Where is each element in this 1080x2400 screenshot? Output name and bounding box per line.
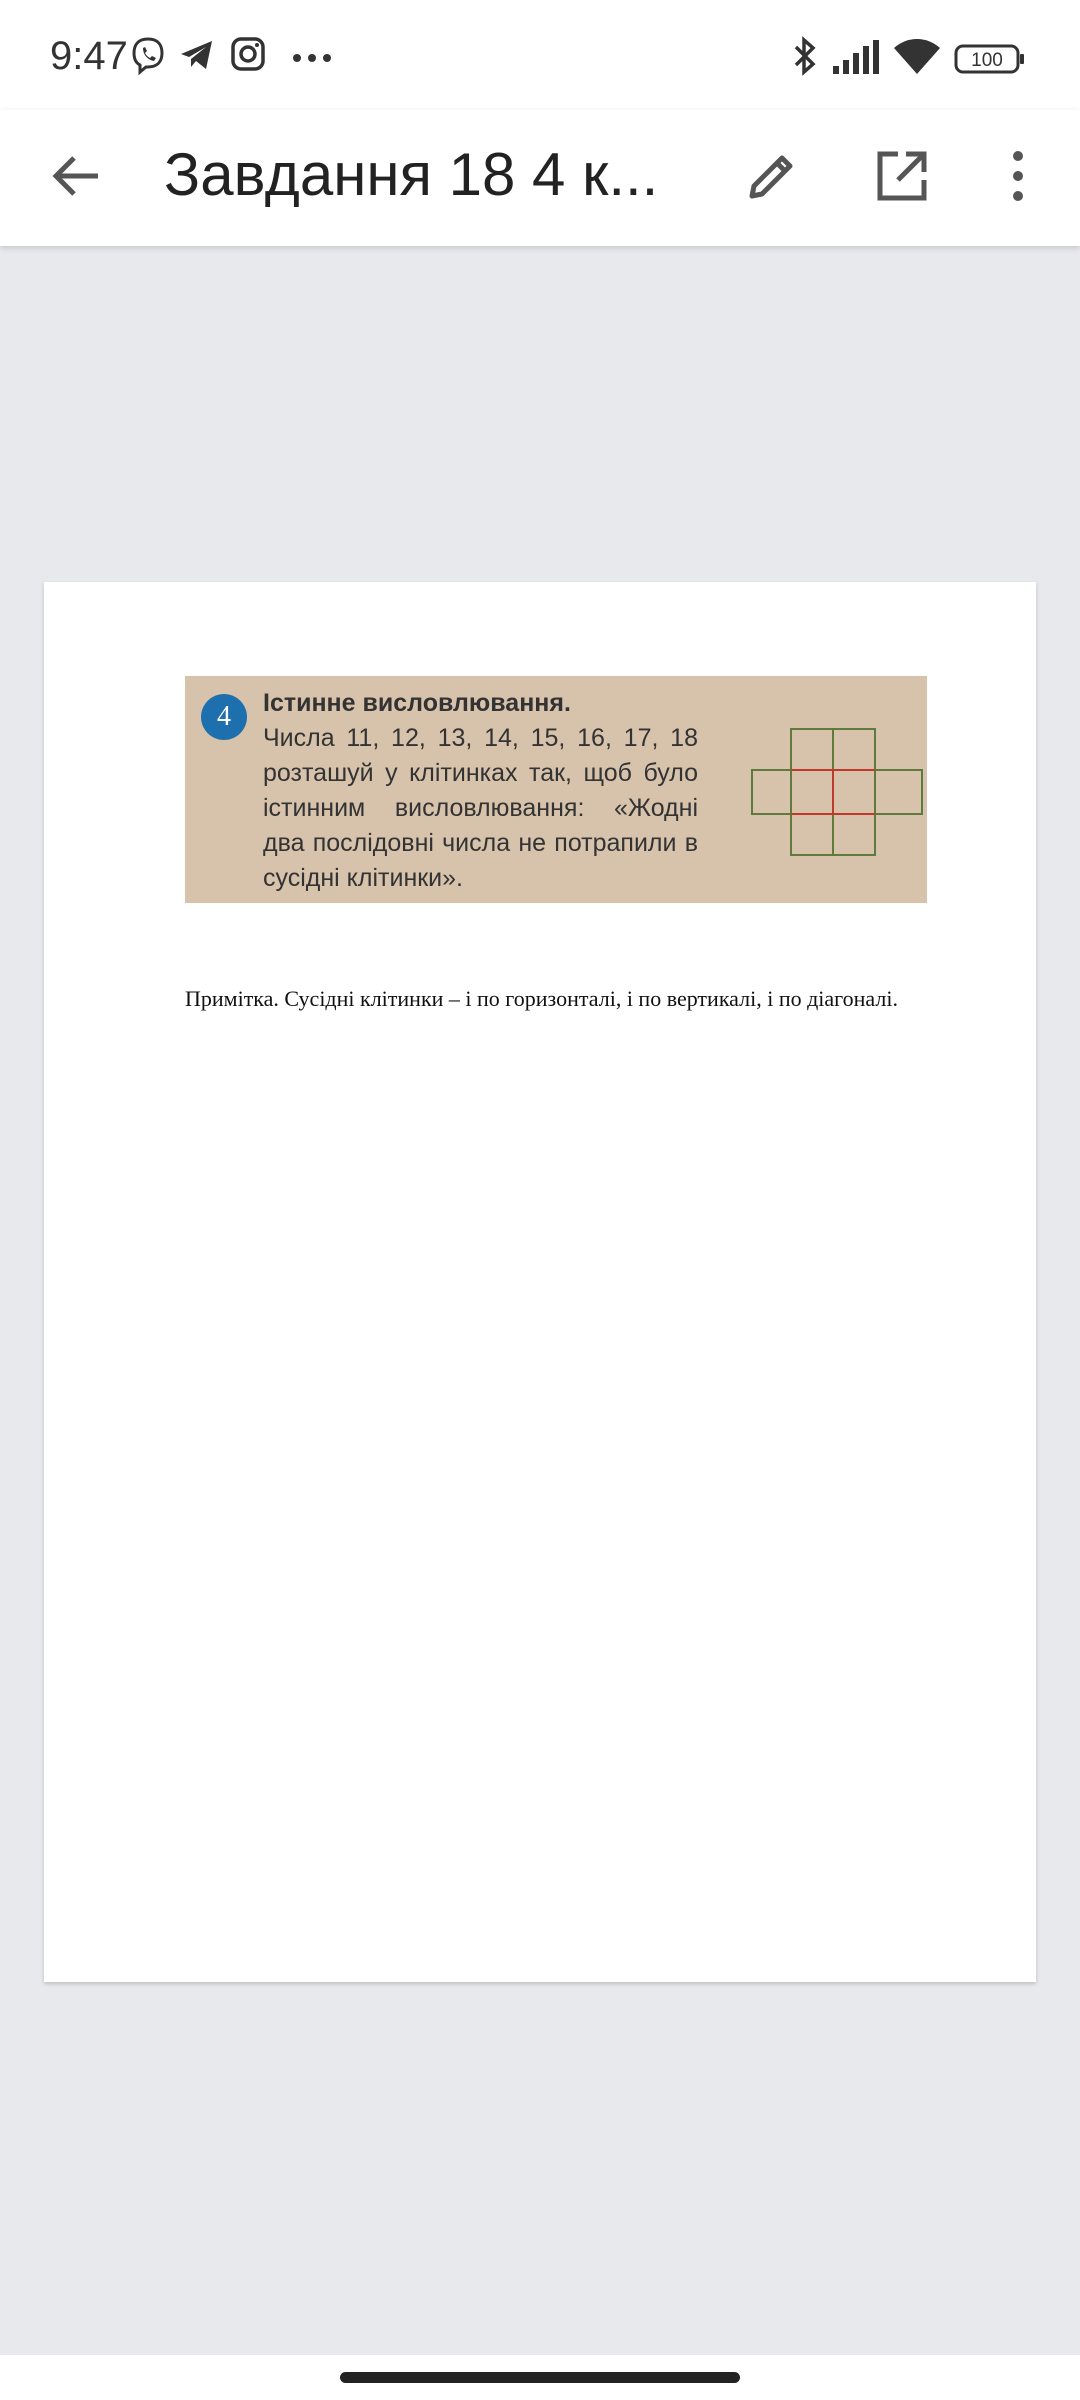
- edit-button[interactable]: [732, 138, 812, 218]
- task-text: [263, 686, 698, 896]
- task-body: Числа 11, 12, 13, 14, 15, 16, 17, 18 розташуй у клітинках так, щоб було істинним висловлювання: «Жодні два послідовні числа не потрапили в сусідні клітинки».: [263, 724, 698, 892]
- edit-pencil-icon: [744, 148, 800, 209]
- more-vert-icon: [1011, 150, 1025, 207]
- note-text: Примітка. Сусідні клітинки – і по горизонталі, і по вертикалі, і по діагоналі.: [185, 986, 898, 1011]
- task-number-badge: 4: [201, 694, 247, 740]
- telegram-icon: [178, 36, 216, 79]
- battery-icon: [954, 44, 1026, 79]
- open-external-button[interactable]: [862, 138, 942, 218]
- status-time: 9:47: [50, 34, 128, 78]
- navigation-bar: [0, 2355, 1080, 2400]
- instagram-icon: [230, 36, 266, 77]
- back-arrow-icon: [50, 154, 102, 203]
- cross-grid-diagram: [751, 728, 923, 856]
- more-options-button[interactable]: [978, 138, 1058, 218]
- signal-icon: [832, 40, 880, 81]
- battery-level: 100: [971, 50, 1003, 71]
- document-page: [44, 582, 1036, 1982]
- app-bar: [0, 110, 1080, 246]
- viber-icon: [130, 36, 166, 81]
- status-bar: [0, 0, 1080, 110]
- back-button[interactable]: [36, 138, 116, 218]
- wifi-icon: [892, 38, 942, 81]
- document-title: Завдання 18 4 к...: [164, 141, 659, 208]
- task-card: [185, 676, 927, 903]
- open-external-icon: [874, 148, 930, 209]
- task-title: Істинне висловлювання.: [263, 689, 571, 717]
- bluetooth-icon: [790, 36, 820, 81]
- gesture-handle[interactable]: [340, 2372, 740, 2383]
- more-dots-icon: [292, 50, 332, 68]
